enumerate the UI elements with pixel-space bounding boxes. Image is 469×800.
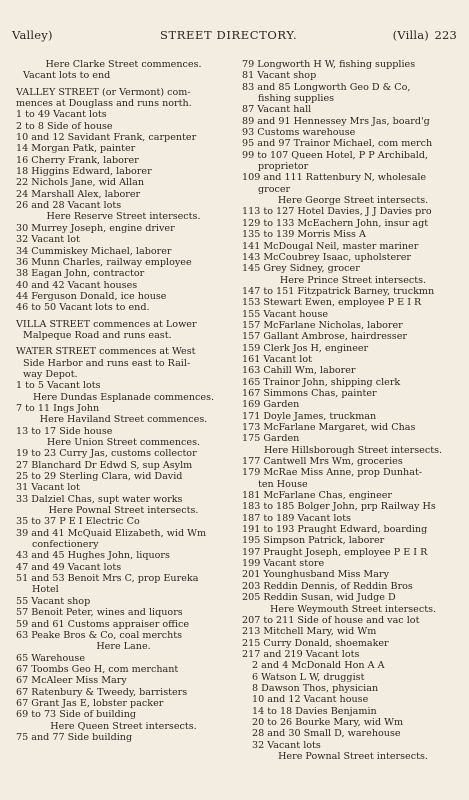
directory-entry: 79 Longworth H W, fishing supplies (242, 59, 416, 70)
street-intersection-note: Here Weymouth Street intersects. (269, 603, 437, 615)
directory-entry: 8 Dawson Thos, physician (252, 682, 379, 694)
directory-entry: 89 and 91 Hennessey Mrs Jas, board'g (242, 115, 430, 127)
directory-entry: 32 Vacant lot (16, 234, 80, 246)
directory-entry: 31 Vacant lot (16, 482, 80, 494)
directory-entry: 33 Dalziel Chas, supt water works (16, 493, 183, 505)
directory-entry: 19 to 23 Curry Jas, customs collector (16, 448, 197, 460)
directory-entry: 213 Mitchell Mary, wid Wm (242, 626, 377, 638)
directory-entry: 2 and 4 McDonald Hon A A (252, 660, 385, 672)
directory-entry: 2 to 8 Side of house (16, 120, 113, 132)
directory-entry: 153 Stewart Ewen, employee P E I R (242, 297, 422, 309)
street-intersection-note: Here Dundas Esplanade commences. (32, 391, 215, 403)
directory-entry: 145 Grey Sidney, grocer (242, 263, 360, 275)
directory-entry: 215 Curry Donald, shoemaker (242, 637, 389, 649)
directory-entry: 43 and 45 Hughes John, liquors (16, 550, 170, 562)
directory-entry: 155 Vacant house (242, 308, 329, 320)
directory-entry: 1 to 5 Vacant lots (16, 380, 101, 392)
directory-entry: 13 to 17 Side house (16, 425, 113, 437)
directory-entry: Side Harbor and runs east to Rail- (23, 357, 191, 369)
directory-entry: 7 to 11 Ings John (16, 402, 100, 414)
directory-entry: 28 and 30 Small D, warehouse (252, 728, 401, 740)
directory-entry: 25 to 29 Sterling Clara, wid David (16, 471, 183, 483)
directory-entry: 143 McCoubrey Isaac, upholsterer (242, 251, 412, 263)
street-intersection-note: Here Haviland Street commences. (39, 414, 208, 426)
directory-entry: 95 and 97 Trainor Michael, com merch (242, 138, 433, 150)
street-intersection-note: Here George Street intersects. (277, 195, 429, 207)
directory-entry: 20 to 26 Bourke Mary, wid Wm (252, 716, 404, 728)
directory-entry: 63 Peake Bros & Co, coal merchts (16, 629, 183, 641)
directory-entry: 39 and 41 McQuaid Elizabeth, wid Wm (16, 527, 207, 539)
directory-entry: ten House (258, 478, 308, 490)
directory-entry: way Depot. (23, 368, 78, 380)
directory-entry: 201 Younghusband Miss Mary (242, 569, 389, 581)
directory-entry: Malpeque Road and runs east. (23, 329, 172, 341)
directory-entry: 167 Simmons Chas, painter (242, 387, 377, 399)
directory-entry: 44 Ferguson Donald, ice house (16, 290, 167, 302)
directory-entry: 181 McFarlane Chas, engineer (242, 490, 393, 502)
street-intersection-note: Here Hillsborough Street intersects. (263, 444, 443, 456)
right-column (242, 59, 464, 762)
directory-entry: 10 and 12 Savidant Frank, carpenter (16, 132, 197, 144)
directory-entry: 157 McFarlane Nicholas, laborer (242, 319, 403, 331)
directory-entry: 27 Blanchard Dr Edwd S, sup Asylm (16, 459, 193, 471)
street-intersection-note: Here Prince Street intersects. (279, 274, 427, 286)
directory-entry: 38 Eagan John, contractor (16, 268, 145, 280)
directory-entry: 51 and 53 Benoit Mrs C, prop Eureka (16, 573, 199, 585)
directory-entry: 135 to 139 Morris Miss A (242, 229, 366, 241)
header-right: (Villa) (392, 28, 429, 42)
left-column (16, 59, 231, 743)
directory-entry: 55 Vacant shop (16, 595, 91, 607)
directory-entry: 187 to 189 Vacant lots (242, 512, 351, 524)
header-title: STREET DIRECTORY. (160, 28, 298, 42)
directory-entry: 175 Garden (242, 433, 300, 445)
directory-entry: 47 and 49 Vacant lots (16, 561, 122, 573)
street-intersection-note: Here Queen Street intersects. (50, 720, 197, 732)
page-header (12, 28, 457, 44)
directory-entry: 67 McAleer Miss Mary (16, 675, 127, 687)
directory-entry: 161 Vacant lot (242, 353, 313, 365)
directory-entry: 163 Cahill Wm, laborer (242, 365, 356, 377)
directory-entry: 75 and 77 Side building (16, 731, 133, 743)
directory-entry: 57 Benoit Peter, wines and liquors (16, 607, 183, 619)
directory-entry: 171 Doyle James, truckman (242, 410, 377, 422)
directory-entry: 81 Vacant shop (242, 70, 317, 82)
directory-entry: 199 Vacant store (242, 558, 325, 570)
directory-entry: 83 and 85 Longworth Geo D & Co, (242, 81, 411, 93)
directory-entry: 113 to 127 Hotel Davies, J J Davies pro (242, 206, 432, 218)
directory-entry: 129 to 133 McEachern John, insur agt (242, 217, 429, 229)
directory-entry: 99 to 107 Queen Hotel, P P Archibald, (242, 149, 429, 161)
directory-entry: 40 and 42 Vacant houses (16, 279, 138, 291)
directory-entry: 177 Cantwell Mrs Wm, groceries (242, 456, 403, 468)
directory-entry: 165 Trainor John, shipping clerk (242, 376, 401, 388)
directory-entry: 195 Simpson Patrick, laborer (242, 535, 385, 547)
directory-entry: 6 Watson L W, druggist (252, 671, 365, 683)
directory-entry: 191 to 193 Praught Edward, boarding (242, 524, 428, 536)
directory-entry: 24 Marshall Alex, laborer (16, 188, 141, 200)
street-intersection-note: Here Clarke Street commences. (45, 59, 202, 70)
directory-entry: 14 to 18 Davies Benjamin (252, 705, 377, 717)
directory-entry: 65 Warehouse (16, 652, 86, 664)
street-intersection-note: Here Reserve Street intersects. (46, 211, 201, 223)
page-number: 223 (434, 28, 457, 42)
directory-entry: 69 to 73 Side of building (16, 709, 137, 721)
directory-entry: Hotel (32, 584, 59, 596)
directory-entry: 18 Higgins Edward, laborer (16, 166, 152, 178)
directory-entry: WATER STREET commences at West (16, 346, 196, 358)
directory-entry: 207 to 211 Side of house and vac lot (242, 614, 420, 626)
directory-entry: 26 and 28 Vacant lots (16, 200, 122, 212)
directory-entry: Vacant lots to end (23, 70, 111, 82)
directory-entry: confectionery (32, 539, 99, 551)
directory-entry: 14 Morgan Patk, painter (16, 143, 136, 155)
directory-entry: 59 and 61 Customs appraiser office (16, 618, 190, 630)
directory-entry: 157 Gallant Ambrose, hairdresser (242, 331, 407, 343)
directory-entry: 30 Murrey Joseph, engine driver (16, 222, 175, 234)
directory-entry: 46 to 50 Vacant lots to end. (16, 302, 150, 314)
directory-entry: 217 and 219 Vacant lots (242, 648, 360, 660)
directory-entry: 93 Customs warehouse (242, 127, 356, 139)
directory-entry: 197 Praught Joseph, employee P E I R (242, 546, 428, 558)
directory-entry: VALLEY STREET (or Vermont) com- (16, 86, 191, 98)
directory-entry: 173 McFarlane Margaret, wid Chas (242, 422, 416, 433)
directory-entry: 67 Grant Jas E, lobster packer (16, 697, 164, 709)
street-intersection-note: Here Lane. (96, 641, 151, 653)
directory-entry: 141 McDougal Neil, master mariner (242, 240, 419, 252)
directory-entry: 16 Cherry Frank, laborer (16, 154, 139, 166)
directory-entry: 32 Vacant lots (252, 739, 321, 751)
directory-entry: 147 to 151 Fitzpatrick Barney, truckmn (242, 285, 435, 297)
directory-entry: 35 to 37 P E I Electric Co (16, 516, 140, 528)
street-intersection-note: Here Pownal Street intersects. (278, 750, 428, 762)
directory-entry: 67 Ratenbury & Tweedy, barristers (16, 686, 188, 698)
directory-entry: 67 Toombs Geo H, com merchant (16, 663, 179, 675)
directory-entry: proprietor (258, 161, 309, 173)
directory-entry: 87 Vacant hall (242, 104, 312, 116)
directory-entry: 10 and 12 Vacant house (252, 694, 369, 706)
directory-entry: 179 McRae Miss Anne, prop Dunhat- (242, 467, 423, 479)
directory-entry: 203 Reddin Dennis, of Reddin Bros (242, 580, 413, 592)
directory-entry: 159 Clerk Jos H, engineer (242, 342, 369, 354)
street-intersection-note: Here Pownal Street intersects. (48, 505, 199, 517)
directory-entry: 22 Nichols Jane, wid Allan (16, 177, 145, 189)
directory-entry: 1 to 49 Vacant lots (16, 109, 107, 121)
directory-entry: 205 Reddin Susan, wid Judge D (242, 592, 396, 604)
directory-entry: mences at Douglass and runs north. (16, 98, 192, 110)
directory-entry: 34 Cummiskey Michael, laborer (16, 245, 172, 257)
directory-entry: 169 Garden (242, 399, 300, 411)
directory-entry: 36 Munn Charles, railway employee (16, 256, 192, 268)
directory-entry: grocer (258, 183, 291, 195)
directory-entry: VILLA STREET commences at Lower (16, 318, 197, 330)
street-intersection-note: Here Union Street commences. (46, 437, 201, 448)
directory-entry: 109 and 111 Rattenbury N, wholesale (242, 172, 427, 184)
directory-entry: fishing supplies (258, 93, 335, 105)
directory-entry: 183 to 185 Bolger John, prp Railway Hs (242, 501, 436, 513)
header-left: Valley) (12, 28, 53, 42)
